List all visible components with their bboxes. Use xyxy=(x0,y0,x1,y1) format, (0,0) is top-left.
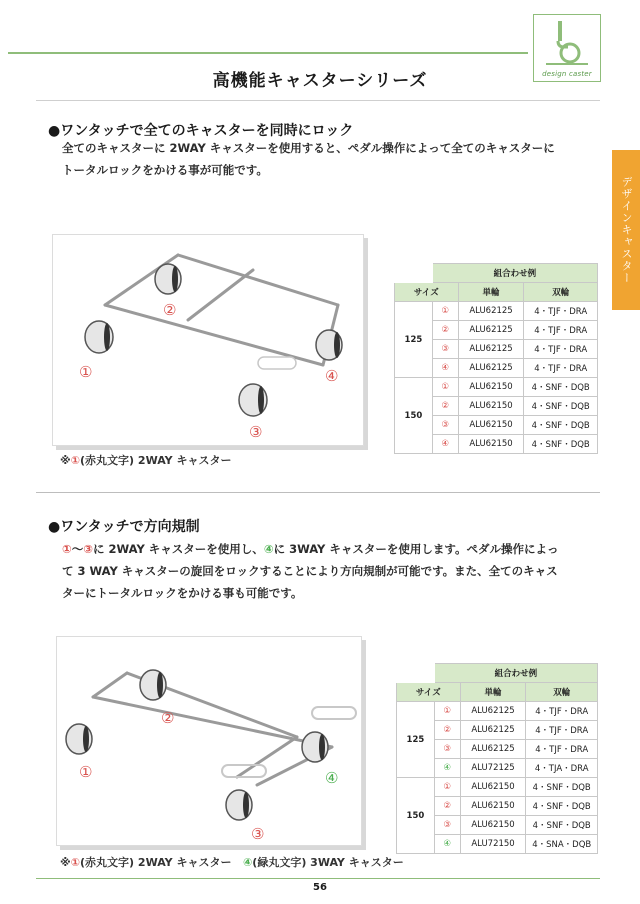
s2-label-1: ① xyxy=(79,763,93,781)
col-single: 単輪 xyxy=(460,683,526,702)
section2-body xyxy=(62,538,558,604)
col-double: 双輪 xyxy=(526,683,598,702)
s1-label-3: ③ xyxy=(249,423,263,441)
page-title: 高機能キャスターシリーズ xyxy=(212,71,428,91)
s2-label-3: ③ xyxy=(251,825,265,843)
section2-combo-table xyxy=(396,663,598,854)
section1-body-line2: トータルロックをかける事が可能です。 xyxy=(62,163,268,177)
s1-label-4: ④ xyxy=(325,367,339,385)
page-number: 56 xyxy=(313,882,327,893)
cart-frame-illustration xyxy=(53,235,363,445)
table-title: 組合わせ例 xyxy=(434,664,597,683)
col-size: サイズ xyxy=(395,283,459,302)
col-size: サイズ xyxy=(397,683,461,702)
table-row: ③ ALU62125 4・TJF・DRA xyxy=(397,740,598,759)
table-row: ② ALU62125 4・TJF・DRA xyxy=(397,721,598,740)
caster-logo-icon xyxy=(534,15,600,71)
section1-combo-table xyxy=(394,263,598,454)
section2-body-line3: ターにトータルロックをかける事も可能です。 xyxy=(62,586,303,600)
table-row: ③ ALU62150 4・SNF・DQB xyxy=(397,816,598,835)
title-rule xyxy=(36,100,600,101)
header-rule xyxy=(8,52,528,54)
s2-label-4: ④ xyxy=(325,769,339,787)
table-row: ② ALU62150 4・SNF・DQB xyxy=(395,397,598,416)
section1-heading: ●ワンタッチで全てのキャスターを同時にロック xyxy=(48,123,354,139)
section2-heading: ●ワンタッチで方向規制 xyxy=(48,519,200,535)
section1-illustration xyxy=(52,234,364,446)
section2-body-line2: て 3 WAY キャスターの旋回をロックすることにより方向規制が可能です。また、全てのキャス xyxy=(62,564,558,578)
table-row: 125 ① ALU62125 4・TJF・DRA xyxy=(397,702,598,721)
logo-text: design caster xyxy=(542,70,592,78)
section2-body-line1: ①〜③に 2WAY キャスターを使用し、④に 3WAY キャスターを使用します。ペダル操作によっ xyxy=(62,542,559,556)
table-row: ② ALU62150 4・SNF・DQB xyxy=(397,797,598,816)
s2-label-2: ② xyxy=(161,709,175,727)
table-row: ④ ALU62125 4・TJF・DRA xyxy=(395,359,598,378)
table-row: ② ALU62125 4・TJF・DRA xyxy=(395,321,598,340)
table-row: ③ ALU62150 4・SNF・DQB xyxy=(395,416,598,435)
col-single: 単輪 xyxy=(458,283,524,302)
table-row: ④ ALU72150 4・SNA・DQB xyxy=(397,835,598,854)
s1-label-2: ② xyxy=(163,301,177,319)
footer-rule xyxy=(36,878,600,879)
col-double: 双輪 xyxy=(524,283,598,302)
table-title: 組合わせ例 xyxy=(432,264,597,283)
section2-note: ※①(赤丸文字) 2WAY キャスター ④(緑丸文字) 3WAY キャスター xyxy=(60,856,404,869)
section2-illustration xyxy=(56,636,362,846)
table-row: 125 ① ALU62125 4・TJF・DRA xyxy=(395,302,598,321)
table-row: ④ ALU72125 4・TJA・DRA xyxy=(397,759,598,778)
table-row: ③ ALU62125 4・TJF・DRA xyxy=(395,340,598,359)
section1-body xyxy=(62,137,555,181)
section1-body-line1: 全てのキャスターに 2WAY キャスターを使用すると、ペダル操作によって全てのキャスターに xyxy=(62,141,555,155)
side-tab[interactable]: デザインキャスター xyxy=(612,150,640,310)
section-divider xyxy=(36,492,600,493)
table-row: 150 ① ALU62150 4・SNF・DQB xyxy=(395,378,598,397)
section1-note: ※①(赤丸文字) 2WAY キャスター xyxy=(60,454,232,467)
table-row: 150 ① ALU62150 4・SNF・DQB xyxy=(397,778,598,797)
cart-frame-illustration-2 xyxy=(57,637,361,845)
table-row: ④ ALU62150 4・SNF・DQB xyxy=(395,435,598,454)
s1-label-1: ① xyxy=(79,363,93,381)
